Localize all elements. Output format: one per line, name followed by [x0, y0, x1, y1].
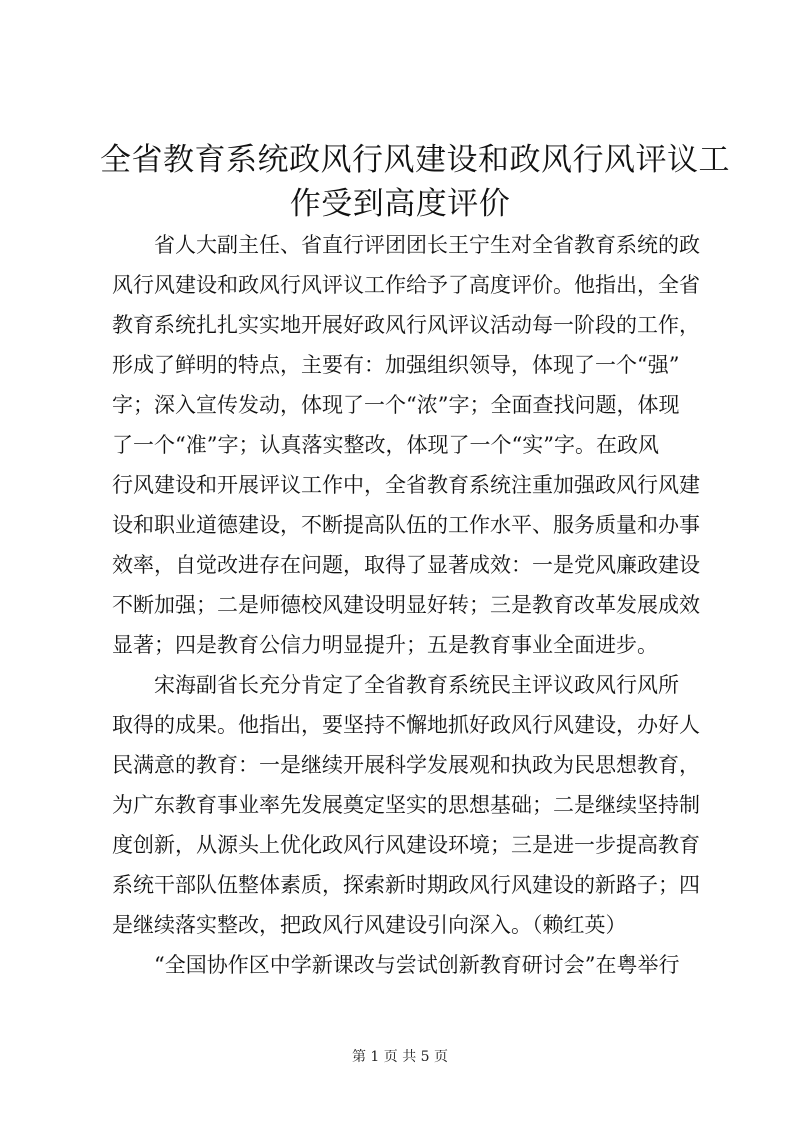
text-line: 教育系统扎扎实实地开展好政风行风评议活动每一阶段的工作，: [112, 313, 700, 337]
text-line: 取得的成果。他指出，要坚持不懈地抓好政风行风建设，办好人: [112, 713, 700, 737]
text-line: 效率，自觉改进存在问题，取得了显著成效：一是党风廉政建设: [112, 553, 700, 577]
text-line: 字；深入宣传发动，体现了一个“浓”字；全面查找问题，体现: [112, 393, 680, 417]
text-line: 设和职业道德建设，不断提高队伍的工作水平、服务质量和办事: [112, 513, 700, 537]
text-line: 不断加强；二是师德校风建设明显好转；三是教育改革发展成效: [112, 593, 700, 617]
text-line: 了一个“准”字；认真落实整改，体现了一个“实”字。在政风: [112, 433, 659, 457]
title-line-1: 全省教育系统政风行风建设和政风行风评议工: [100, 142, 730, 178]
text-line: 风行风建设和政风行风评议工作给予了高度评价。他指出，全省: [112, 273, 700, 297]
text-line: 度创新，从源头上优化政风行风建设环境；三是进一步提高教育: [112, 833, 700, 857]
text-line: 系统干部队伍整体素质，探索新时期政风行风建设的新路子；四: [112, 873, 700, 897]
document-body: [112, 225, 700, 985]
title-line-2: 作受到高度评价: [289, 186, 511, 222]
text-line: 形成了鲜明的特点，主要有：加强组织领导，体现了一个“强”: [112, 353, 680, 377]
text-line: 为广东教育事业率先发展奠定坚实的思想基础；二是继续坚持制: [112, 793, 700, 817]
text-line: 省人大副主任、省直行评团团长王宁生对全省教育系统的政: [154, 233, 700, 257]
text-line: 显著；四是教育公信力明显提升；五是教育事业全面进步。: [112, 633, 658, 657]
text-line: 民满意的教育：一是继续开展科学发展观和执政为民思想教育，: [112, 753, 700, 777]
text-line: 行风建设和开展评议工作中，全省教育系统注重加强政风行风建: [112, 473, 700, 497]
text-line: 是继续落实整改，把政风行风建设引向深入。（赖红英）: [112, 913, 627, 937]
text-line: 宋海副省长充分肯定了全省教育系统民主评议政风行风所: [154, 673, 679, 697]
document-title: [100, 138, 730, 226]
text-line: “全国协作区中学新课改与尝试创新教育研讨会”在粤举行: [154, 953, 680, 977]
page-footer: 第 1 页 共 5 页: [351, 1049, 449, 1065]
